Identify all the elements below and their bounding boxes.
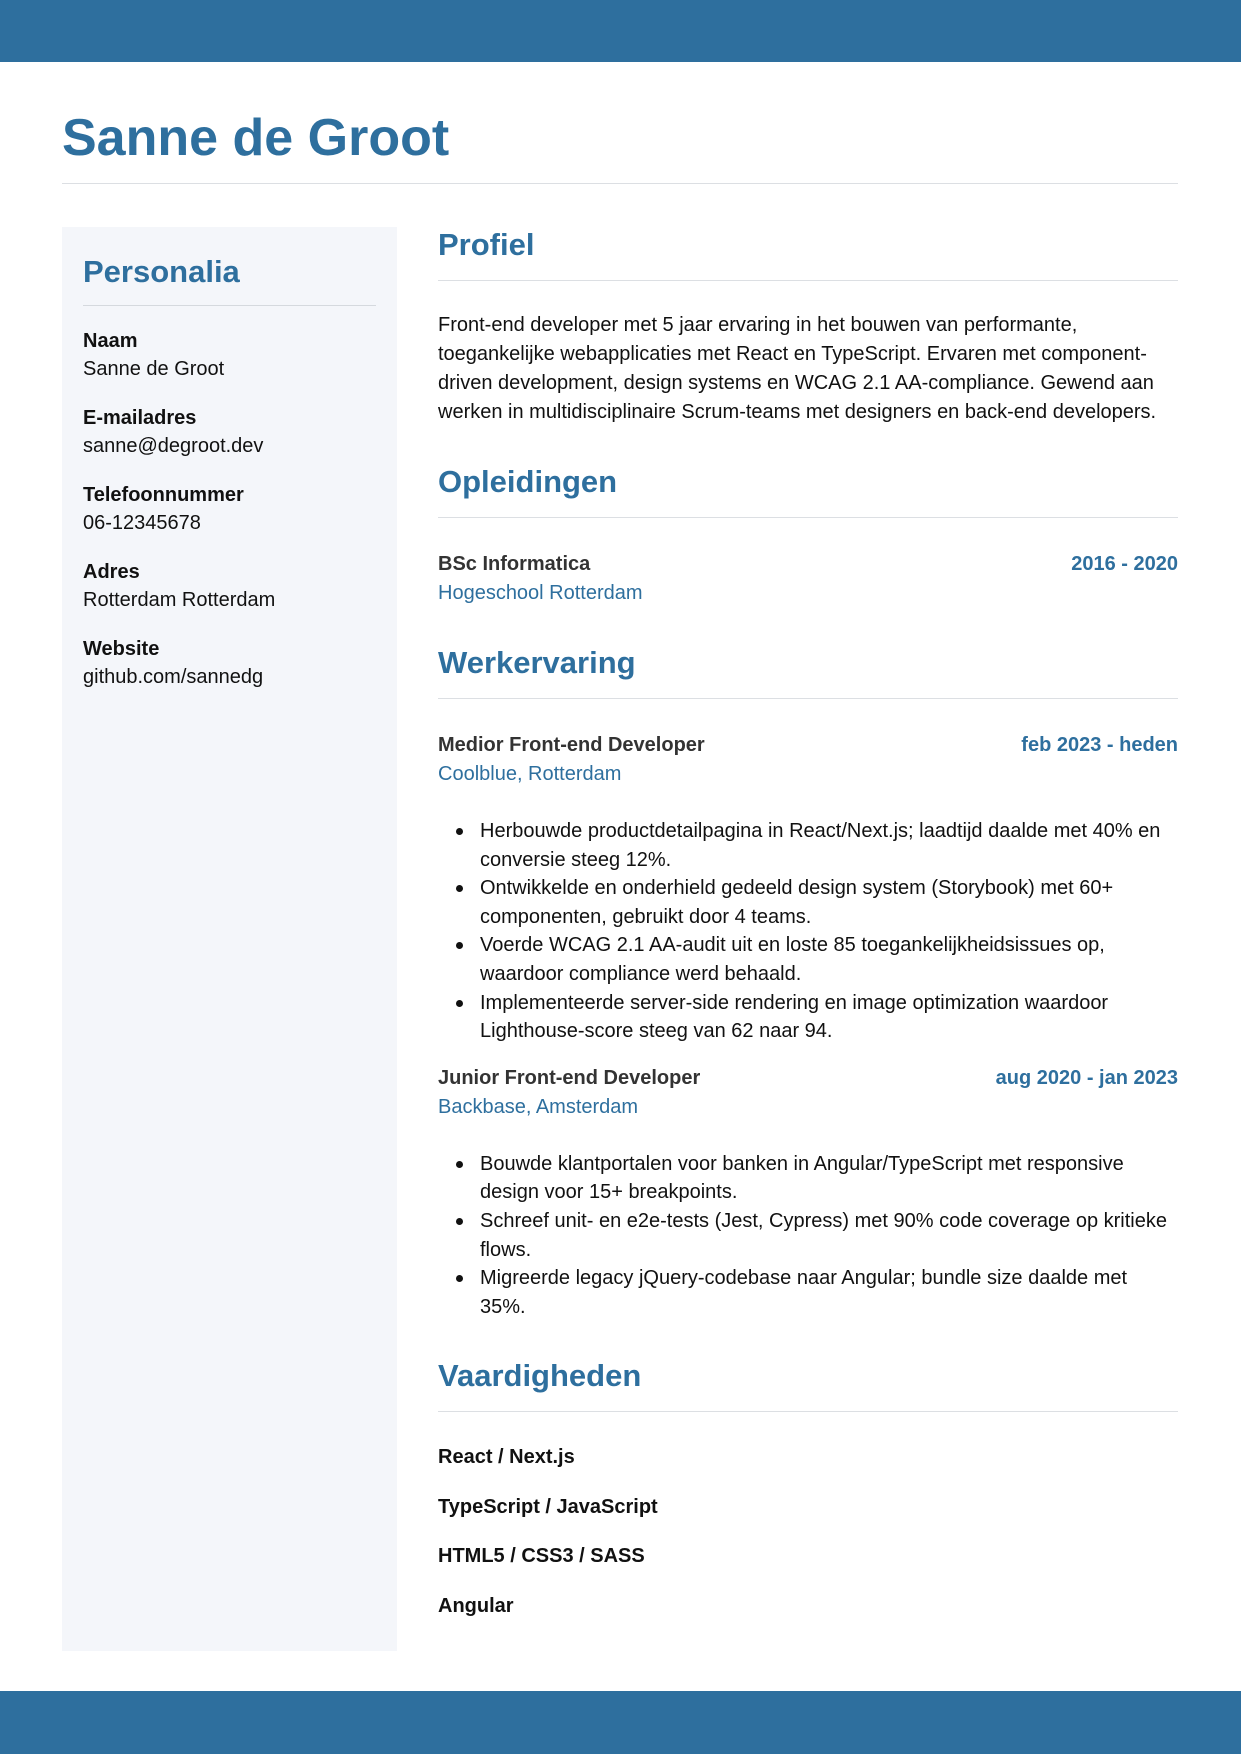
achievement-text: Migreerde legacy jQuery-codebase naar Angular; bundle size daalde met 35%. xyxy=(480,1267,1128,1318)
field-value: sanne@degroot.dev xyxy=(83,435,264,457)
achievement-item xyxy=(438,1264,1178,1321)
profile-text: Front-end developer met 5 jaar ervaring in het bouwen van performante, toegankelijke webapplicaties met React en TypeScript. Ervaren met component-driven development, design systems en WCAG 2.1 AA-compliance. Gewend aan werken in multidisciplinaire Scrum-teams met designers en back-end developers. xyxy=(438,314,1157,423)
achievement-text: Bouwde klantportalen voor banken in Angular/TypeScript met responsive design voor 15+ breakpoints. xyxy=(480,1152,1124,1204)
bullet-icon xyxy=(456,885,463,892)
achievement-item xyxy=(438,1207,1178,1264)
achievement-item xyxy=(438,931,1178,988)
field-name xyxy=(83,327,376,384)
job-period: feb 2023 - heden xyxy=(1021,734,1178,756)
section-title: Profiel xyxy=(438,227,535,262)
achievement-text: Herbouwde productdetailpagina in React/Next.js; laadtijd daalde met 40% en conversie steeg 12%. xyxy=(480,820,1161,871)
skills-section xyxy=(438,1354,1178,1621)
sidebar-title: Personalia xyxy=(83,254,240,289)
profile-section xyxy=(438,223,1178,427)
degree-title: BSc Informatica xyxy=(438,553,591,575)
field-value: 06-12345678 xyxy=(83,512,201,534)
job-role: Junior Front-end Developer xyxy=(438,1066,701,1089)
bottom-color-band xyxy=(0,1691,1241,1754)
achievement-item xyxy=(438,817,1178,874)
field-phone xyxy=(83,481,376,538)
job-period: aug 2020 - jan 2023 xyxy=(995,1066,1178,1089)
section-divider xyxy=(438,280,1178,281)
bullet-icon xyxy=(456,1161,463,1168)
experience-section xyxy=(438,641,1178,1321)
candidate-name: Sanne de Groot xyxy=(62,109,450,167)
field-email xyxy=(83,404,376,461)
skills-list xyxy=(438,1443,1178,1621)
entry-header xyxy=(438,550,1178,579)
field-value: github.com/sannedg xyxy=(83,666,264,688)
bullet-icon xyxy=(456,1218,463,1225)
top-color-band xyxy=(0,0,1241,62)
section-divider xyxy=(438,698,1178,699)
achievement-text: Schreef unit- en e2e-tests (Jest, Cypress) met 90% code coverage op kritieke flows. xyxy=(480,1209,1167,1261)
job-entry xyxy=(438,1064,1178,1322)
bullet-icon xyxy=(456,828,463,835)
name-divider xyxy=(62,183,1178,184)
skill-item: HTML5 / CSS3 / SASS xyxy=(438,1545,645,1568)
section-divider xyxy=(438,517,1178,518)
field-value: Rotterdam Rotterdam xyxy=(83,589,276,611)
job-achievements xyxy=(438,817,1178,1046)
entry-header xyxy=(438,731,1178,760)
skill-item: Angular xyxy=(438,1594,514,1617)
education-entry xyxy=(438,550,1178,608)
section-title: Opleidingen xyxy=(438,464,618,499)
field-label: Telefoonnummer xyxy=(83,484,244,506)
job-company: Backbase, Amsterdam xyxy=(438,1095,639,1118)
section-divider xyxy=(438,1411,1178,1412)
bullet-icon xyxy=(456,1000,463,1007)
main-content xyxy=(438,223,1178,1641)
bullet-icon xyxy=(456,942,463,949)
achievement-item xyxy=(438,1150,1178,1207)
sidebar-divider xyxy=(83,305,376,306)
field-website xyxy=(83,635,376,692)
achievement-item xyxy=(438,989,1178,1046)
field-label: Naam xyxy=(83,330,138,352)
skill-item: React / Next.js xyxy=(438,1446,575,1469)
section-title: Vaardigheden xyxy=(438,1358,642,1394)
field-value: Sanne de Groot xyxy=(83,358,225,380)
achievement-item xyxy=(438,874,1178,931)
skill-item: TypeScript / JavaScript xyxy=(438,1495,658,1518)
job-achievements xyxy=(438,1150,1178,1322)
field-label: E-mailadres xyxy=(83,407,197,429)
achievement-text: Ontwikkelde en onderhield gedeeld design system (Storybook) met 60+ componenten, gebruikt door 4 teams. xyxy=(480,877,1114,928)
bullet-icon xyxy=(456,1275,463,1282)
education-section xyxy=(438,460,1178,608)
education-period: 2016 - 2020 xyxy=(1071,553,1178,575)
field-label: Website xyxy=(83,638,160,660)
school-name: Hogeschool Rotterdam xyxy=(438,582,643,604)
job-role: Medior Front-end Developer xyxy=(438,734,705,756)
entry-header xyxy=(438,1064,1178,1093)
section-title: Werkervaring xyxy=(438,645,636,680)
job-company: Coolblue, Rotterdam xyxy=(438,763,622,785)
personal-fields xyxy=(83,327,376,692)
field-label: Adres xyxy=(83,561,140,583)
personal-details-sidebar xyxy=(62,227,397,1651)
job-entry xyxy=(438,731,1178,1046)
achievement-text: Voerde WCAG 2.1 AA-audit uit en loste 85 toegankelijkheidsissues op, waardoor compliance werd behaald. xyxy=(480,934,1105,985)
field-address xyxy=(83,558,376,615)
achievement-text: Implementeerde server-side rendering en image optimization waardoor Lighthouse-score steeg van 62 naar 94. xyxy=(480,991,1109,1043)
